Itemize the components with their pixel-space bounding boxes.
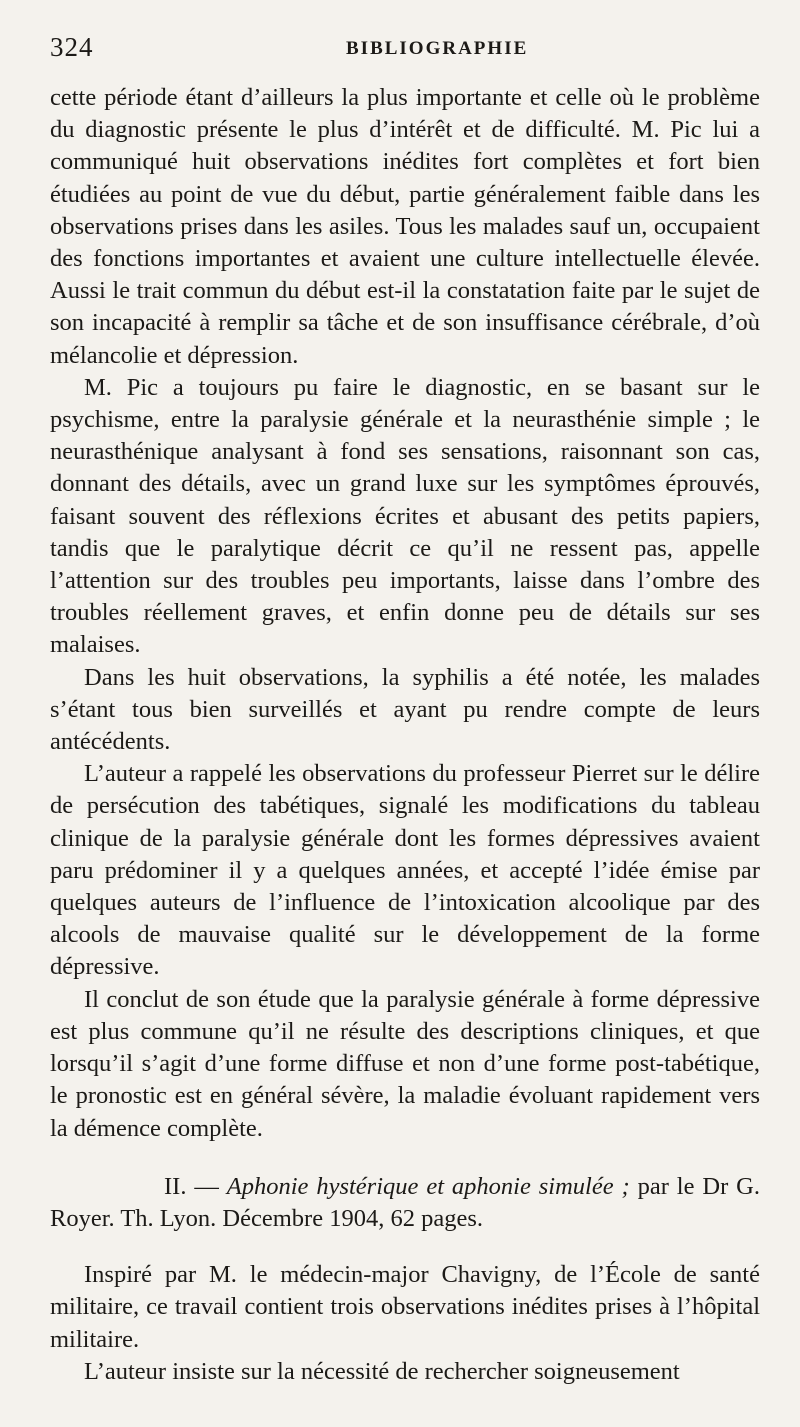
paragraph: Dans les huit observations, la syphilis a été notée, les malades s’étant tous bien surveillés et ayant pu rendre compte de leurs antécédents. <box>50 663 760 756</box>
page-number: 324 <box>50 32 94 62</box>
section-heading <box>50 1171 760 1235</box>
paragraph: Inspiré par M. le médecin-major Chavigny, de l’École de santé militaire, ce travail contient trois observations inédites prises à l’hôpital militaire. <box>50 1261 760 1353</box>
section-number: II. — <box>164 1172 219 1200</box>
paragraph: M. Pic a toujours pu faire le diagnostic, en se basant sur le psychisme, entre la paralysie générale et la neurasthénie simple ; le neurasthénique analysant à fond ses sensations, raisonnant son cas, donnant des détails, avec un grand luxe sur les symptômes éprouvés, faisant souvent des réflexions écrites et abusant des petits papiers, tandis que le paralytique décrit ce qu’il ne ressent pas, appelle l’attention sur des troubles peu importants, laisse dans l’ombre des troubles réellement graves, et enfin donne peu de détails sur ses malaises. <box>50 373 760 659</box>
running-head: BIBLIOGRAPHIE <box>346 38 529 59</box>
paragraph: cette période étant d’ailleurs la plus importante et celle où le problème du diagnostic présente le plus d’intérêt et de difficulté. M. Pic lui a communiqué huit observations inédites fort complètes et fort bien étudiées au point de vue du début, partie généralement faible dans les observations prises dans les asiles. Tous les malades sauf un, occupaient des fonctions importantes et avaient une culture intellectuelle élevée. Aussi le trait commun du début est-il la constatation faite par le sujet de son incapacité à remplir sa tâche et de son insuffisance cérébrale, d’où mélancolie et dépression. <box>50 84 760 369</box>
paragraph: L’auteur insiste sur la nécessité de rechercher soigneusement <box>84 1357 680 1385</box>
section-citation: par le Dr G. Royer. Th. Lyon. Décembre 1904, 62 pages. <box>50 1172 760 1232</box>
body-text <box>50 82 760 1388</box>
paragraph: Il conclut de son étude que la paralysie générale à forme dépressive est plus commune qu’il ne résulte des descriptions cliniques, et que lorsqu’il s’agit d’une forme diffuse et non d’une forme post-tabétique, le pronostic est en général sévère, la maladie évoluant rapidement vers la démence complète. <box>50 985 760 1142</box>
paragraph: L’auteur a rappelé les observations du professeur Pierret sur le délire de persécution des tabétiques, signalé les modifications du tableau clinique de la paralysie générale dont les formes dépressives avaient paru prédominer il y a quelques années, et accepté l’idée émise par quelques auteurs de l’influence de l’intoxication alcoolique par des alcools de mauvaise qualité sur le développement de la forme dépressive. <box>50 760 760 981</box>
page-header <box>50 32 770 68</box>
section-title: Aphonie hystérique et aphonie simulée ; <box>226 1172 630 1200</box>
